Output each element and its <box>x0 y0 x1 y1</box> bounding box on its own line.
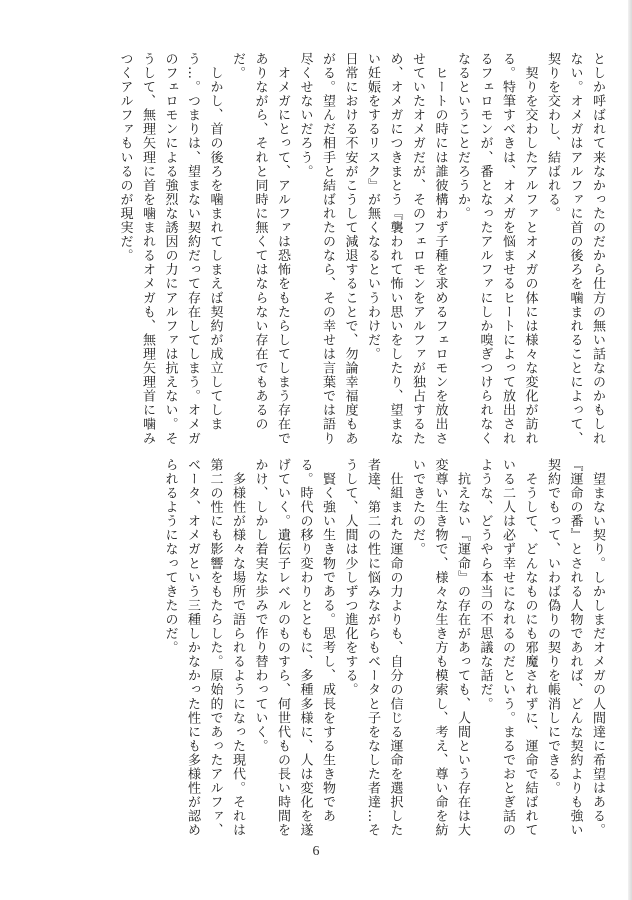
lower-text-block <box>88 458 608 838</box>
paragraph: しかし、首の後ろを噛まれてしまえば契約が成立してしまう…。つまりは、望まない契約だって存在してしまう。オメガのフェロモンによる強烈な誘因の力にアルファは抗えない。そうして、無理矢理に首を噛まれるオメガも、無理矢理首に噛みつくアルファもいるのが現実だ。 <box>117 52 223 446</box>
paragraph: 多様性が様々な場所で語られるようになった現代。それは第二の性にも影響をもたらした。原始的であったアルファ、ベータ、オメガという三種しかなかった性にも多様性が認められるようになってきたのだ。 <box>162 458 245 838</box>
paragraph: 日常における不安がこうして減退することで、勿論幸福度もあがる。望んだ相手と結ばれたのなら、その幸せは言葉では語り尽くせないだろう。 <box>297 52 358 446</box>
page-number: 6 <box>312 844 320 859</box>
paragraph: 賢く強い生き物である。思考し、成長をする生き物である。時代の移り変わりとともに、多種多様に、人は変化を遂げていく。遺伝子レベルのものすら、何世代もの長い時間をかけ、しかし着実な歩みで作り替わっていく。 <box>252 458 335 838</box>
paragraph: そうして、どんなものにも邪魔されずに、運命で結ばれている二人は必ず幸せになれるのだという。まるでおとぎ話のような、どうやら本当の不思議な話だ。 <box>477 458 538 838</box>
paragraph: としか呼ばれて来なかったのだから仕方の無い話なのかもしれない。オメガはアルファに首の後ろを噛まれることによって、契りを交わし、結ばれる。 <box>545 52 605 446</box>
page-edge-shadow <box>628 0 632 900</box>
paragraph: 抗えない『運命』の存在があっても、人間という存在は大変尊い生き物で、様々な生き方も模索し、考え、尊い命を紡いできたのだ。 <box>410 458 470 838</box>
paragraph: 仕組まれた運命の力よりも、自分の信じる運命を選択した者達、第二の性に悩みながらもベータと子をなした者達…そうして、人間は少しずつ進化をする。 <box>342 458 403 838</box>
upper-text-block <box>88 52 608 447</box>
paragraph: オメガにとって、アルファは恐怖をもたらしてしまう存在でありながら、それと同時に無くてはならない存在でもあるのだ。 <box>230 52 290 446</box>
paragraph: 望まない契り。しかしまだオメガの人間達に希望はある。『運命の番』とされる人物であれば、どんな契約よりも強い契約でもって、いわば偽りの契りを帳消しにできる。 <box>545 458 605 838</box>
paragraph: 契りを交わしたアルファとオメガの体には様々な変化が訪れる。特筆すべきは、オメガを悩ませるヒートによって放出されるフェロモンが、番となったアルファにしか嗅ぎつけられなくなるということだろうか。 <box>455 52 538 446</box>
paragraph: ヒートの時には誰彼構わず子種を求めるフェロモンを放出させていたオメガだが、そのフェロモンをアルファが独占するため、オメガにつきまとう『襲われて怖い思いをしたり、望まない妊娠をするリスク』が無くなるというわけだ。 <box>365 52 448 446</box>
